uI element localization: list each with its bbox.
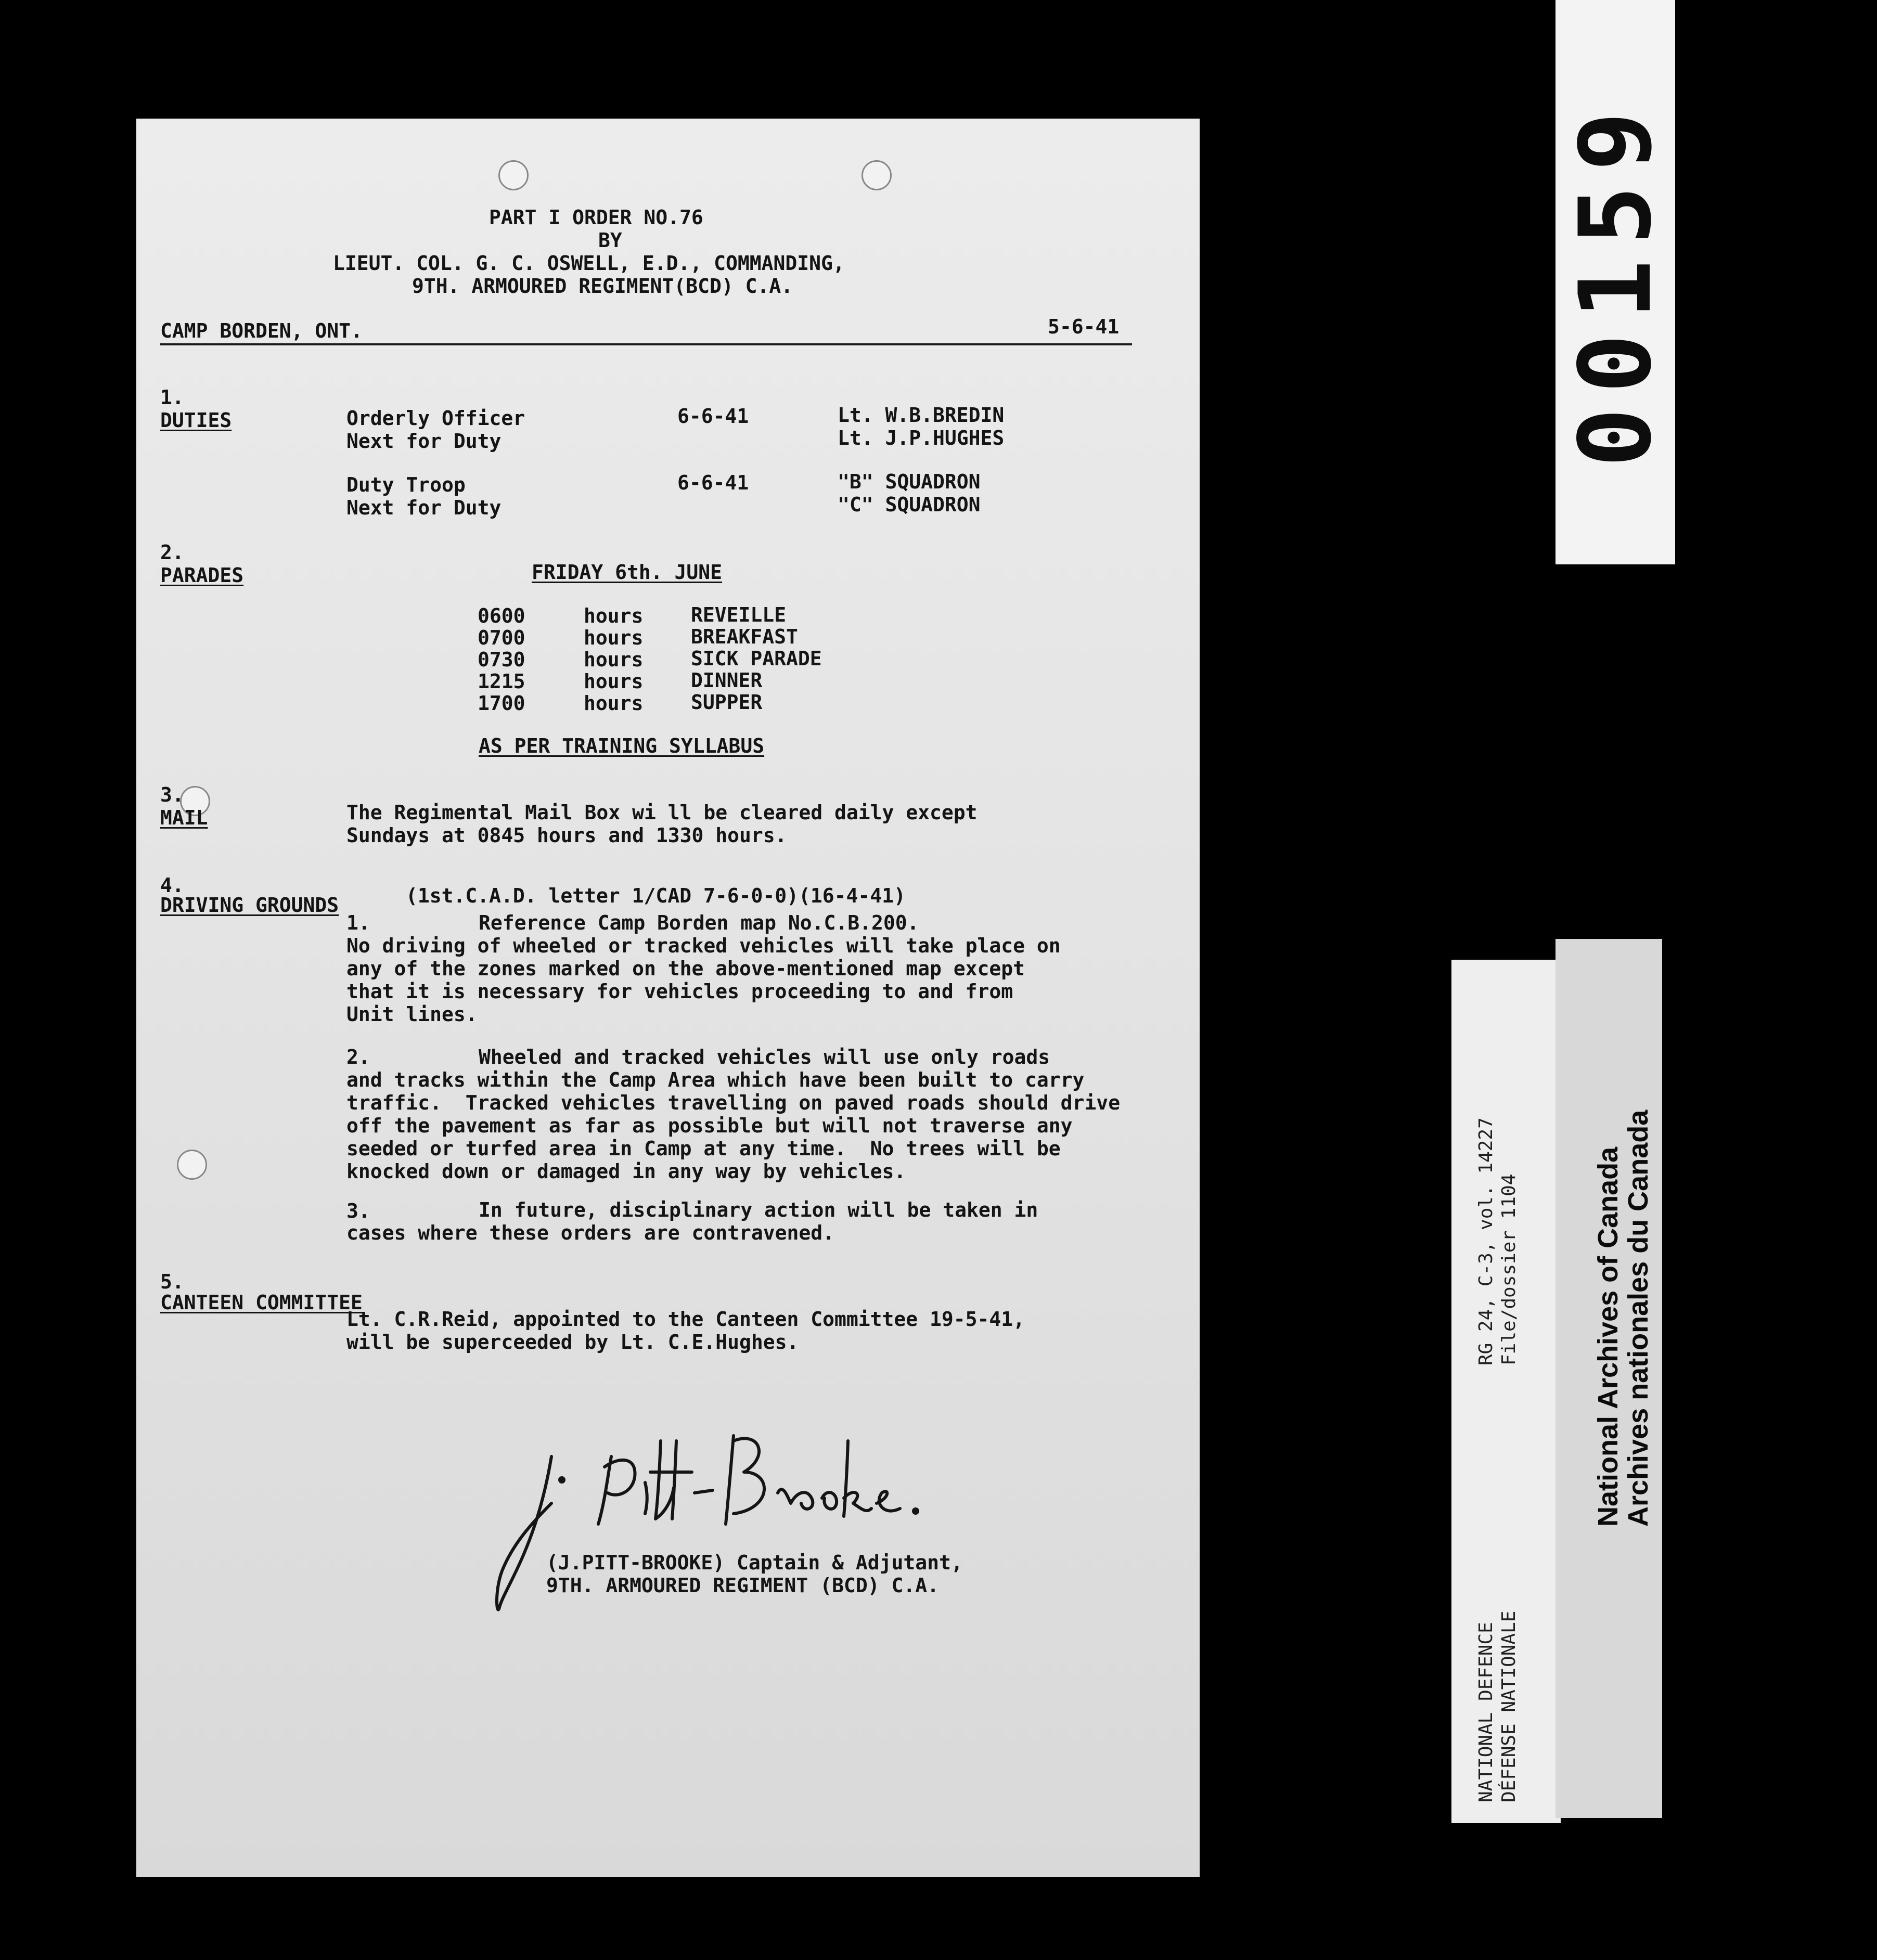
reference-card bbox=[1451, 960, 1561, 1823]
regiment-name: 9TH. ARMOURED REGIMENT(BCD) C.A. bbox=[412, 275, 793, 298]
schedule-event: SUPPER bbox=[691, 691, 763, 714]
schedule-event: DINNER bbox=[691, 669, 763, 692]
driving-text: and tracks within the Camp Area which have been built to carry bbox=[346, 1068, 1085, 1091]
driving-text: off the pavement as far as possible but will not traverse any bbox=[346, 1114, 1073, 1137]
duty-name: "B" SQUADRON bbox=[838, 470, 981, 493]
schedule-unit: hours bbox=[584, 626, 644, 649]
duty-role: Next for Duty bbox=[346, 430, 502, 453]
section-number: 3. bbox=[160, 783, 184, 806]
department-en: NATIONAL DEFENCE bbox=[1475, 1622, 1497, 1802]
schedule-unit: hours bbox=[584, 692, 644, 715]
schedule-event: BREAKFAST bbox=[691, 625, 798, 648]
driving-text: any of the zones marked on the above-mentioned map except bbox=[346, 957, 1025, 980]
duty-name: Lt. W.B.BREDIN bbox=[838, 404, 1005, 427]
signature-name: (J.PITT-BROOKE) Captain & Adjutant, bbox=[546, 1551, 963, 1574]
section-number: 5. bbox=[160, 1270, 184, 1293]
commanding-officer: LIEUT. COL. G. C. OSWELL, E.D., COMMANDING, bbox=[333, 252, 845, 275]
order-by: BY bbox=[598, 229, 622, 252]
schedule-time: 0730 bbox=[478, 648, 525, 671]
archives-card bbox=[1555, 939, 1662, 1818]
driving-text: Unit lines. bbox=[346, 1003, 478, 1026]
driving-text: that it is necessary for vehicles proceeding to and from bbox=[346, 980, 1013, 1003]
section-title-parades: PARADES bbox=[160, 564, 244, 587]
order-title: PART I ORDER NO.76 bbox=[489, 206, 703, 229]
punch-hole bbox=[862, 160, 892, 190]
reference-volume: RG 24, C-3, vol. 14227 bbox=[1475, 1117, 1497, 1365]
driving-text: Reference Camp Borden map No.C.B.200. bbox=[479, 911, 919, 934]
paragraph-number: 3. bbox=[346, 1200, 370, 1222]
punch-hole bbox=[177, 1150, 207, 1180]
section-title-duties: DUTIES bbox=[160, 409, 232, 432]
schedule-time: 1215 bbox=[478, 670, 525, 693]
section-number: 2. bbox=[160, 541, 184, 564]
schedule-time: 0700 bbox=[478, 626, 525, 649]
paragraph-number: 2. bbox=[346, 1046, 370, 1068]
driving-text: seeded or turfed area in Camp at any time. No trees will be bbox=[346, 1137, 1061, 1160]
mail-text: The Regimental Mail Box wi ll be cleared daily except bbox=[346, 801, 978, 824]
section-number: 4. bbox=[160, 874, 184, 897]
paragraph-number: 1. bbox=[346, 911, 370, 934]
canteen-text: Lt. C.R.Reid, appointed to the Canteen Committee 19-5-41, bbox=[346, 1308, 1025, 1331]
duty-name: "C" SQUADRON bbox=[838, 493, 981, 516]
header-rule bbox=[160, 343, 1132, 345]
schedule-time: 1700 bbox=[478, 692, 525, 715]
driving-text: cases where these orders are contravened. bbox=[346, 1221, 834, 1244]
frame-number: 00159 bbox=[1558, 97, 1673, 468]
frame-number-card bbox=[1555, 0, 1675, 564]
archives-name-fr: Archives nationales du Canada bbox=[1623, 1110, 1654, 1527]
mail-text: Sundays at 0845 hours and 1330 hours. bbox=[346, 824, 787, 847]
archives-name-en: National Archives of Canada bbox=[1592, 1146, 1624, 1527]
schedule-unit: hours bbox=[584, 604, 644, 627]
duty-role: Duty Troop bbox=[346, 473, 466, 496]
section-title-mail: MAIL bbox=[160, 806, 208, 829]
schedule-unit: hours bbox=[584, 648, 644, 671]
section-title-canteen: CANTEEN COMMITTEE bbox=[160, 1291, 363, 1314]
section-title-driving: DRIVING GROUNDS bbox=[160, 894, 339, 917]
schedule-time: 0600 bbox=[478, 604, 525, 627]
duty-date: 6-6-41 bbox=[677, 405, 749, 428]
driving-text: In future, disciplinary action will be taken in bbox=[479, 1198, 1038, 1221]
punch-hole bbox=[498, 160, 529, 190]
reference-file: File/dossier 1104 bbox=[1498, 1174, 1520, 1365]
duty-role: Orderly Officer bbox=[346, 407, 525, 430]
canteen-text: will be superceeded by Lt. C.E.Hughes. bbox=[346, 1331, 799, 1353]
parade-footer: AS PER TRAINING SYLLABUS bbox=[479, 734, 765, 757]
driving-reference: (1st.C.A.D. letter 1/CAD 7-6-0-0)(16-4-41) bbox=[406, 884, 906, 907]
order-date: 5-6-41 bbox=[1048, 315, 1120, 338]
schedule-unit: hours bbox=[584, 670, 644, 693]
driving-text: Wheeled and tracked vehicles will use only roads bbox=[479, 1046, 1050, 1068]
schedule-event: SICK PARADE bbox=[691, 647, 822, 670]
section-number: 1. bbox=[160, 386, 184, 409]
schedule-event: REVEILLE bbox=[691, 603, 787, 626]
department-fr: DÉFENSE NATIONALE bbox=[1498, 1610, 1520, 1802]
driving-text: No driving of wheeled or tracked vehicles will take place on bbox=[346, 934, 1061, 957]
signature-regiment: 9TH. ARMOURED REGIMENT (BCD) C.A. bbox=[546, 1574, 939, 1597]
duty-name: Lt. J.P.HUGHES bbox=[838, 427, 1005, 449]
location: CAMP BORDEN, ONT. bbox=[160, 319, 363, 342]
duty-date: 6-6-41 bbox=[677, 471, 749, 494]
duty-role: Next for Duty bbox=[346, 496, 502, 519]
driving-text: knocked down or damaged in any way by vehicles. bbox=[346, 1160, 906, 1183]
parade-day: FRIDAY 6th. JUNE bbox=[532, 561, 723, 584]
driving-text: traffic. Tracked vehicles travelling on paved roads should drive bbox=[346, 1091, 1121, 1114]
